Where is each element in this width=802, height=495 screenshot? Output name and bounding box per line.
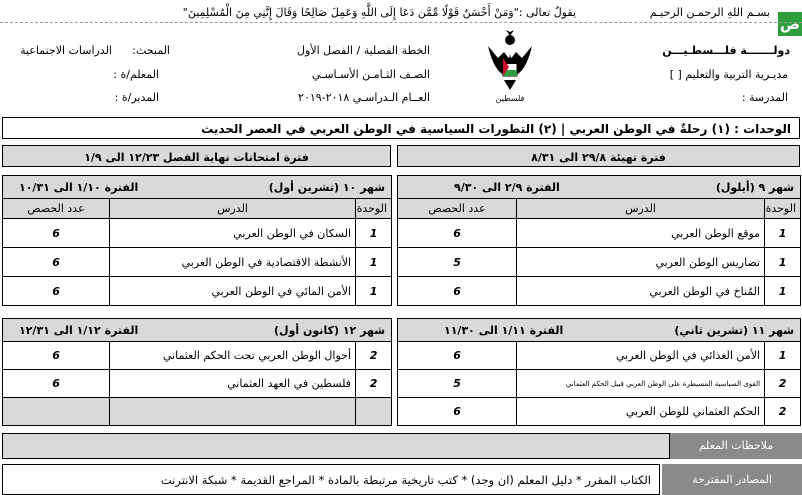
col-count: عدد الحصص bbox=[3, 199, 110, 219]
unit-cell: 1 bbox=[765, 219, 801, 248]
exam-period-text: فترة امتحانات نهاية الفصل ١٢/٢٣ الى ١/٩ bbox=[84, 151, 309, 164]
directorate-label: مديـرية التربية والتعليم bbox=[685, 68, 788, 81]
school-label: المدرسة : bbox=[741, 91, 788, 104]
notes-label: ملاحظات المعلم bbox=[670, 433, 802, 459]
count-cell: 6 bbox=[3, 219, 110, 248]
table-row bbox=[3, 398, 392, 426]
header-rule bbox=[0, 22, 802, 23]
table-row bbox=[398, 277, 801, 306]
sources-label: المصادر المقترحة bbox=[662, 464, 802, 495]
quran-verse: يقولُ تعالى :"وَمَنْ أَحْسَنُ قَوْلًا مِّمَّن دَعَا إِلَى اللَّهِ وَعَمِلَ صَالِحًا وَقَالَ إِنَّنِي مِنَ الْمُسْلِمِينَ" bbox=[182, 6, 576, 19]
month-block-oct bbox=[2, 175, 392, 306]
unit-cell: 1 bbox=[765, 248, 801, 277]
count-cell: 6 bbox=[3, 277, 110, 306]
period-label-dec: الفترة ١/١٢ الى ١٢/٣١ bbox=[19, 323, 139, 337]
month-label-nov: شهر ١١ (تشرين ثاني) bbox=[674, 323, 795, 337]
emblem-caption: فلسطين bbox=[495, 94, 525, 103]
lesson-cell: السكان في الوطن العربي bbox=[110, 219, 356, 248]
count-cell bbox=[3, 398, 110, 426]
unit-cell: 2 bbox=[356, 370, 392, 398]
month-block-nov bbox=[397, 318, 801, 426]
notes-field[interactable] bbox=[2, 433, 670, 459]
unit-cell: 2 bbox=[765, 398, 801, 426]
prep-period-text: فترة تهيئة ٢٩/٨ الى ٨/٣١ bbox=[531, 151, 666, 164]
lesson-cell: المُناخ في الوطن العربي bbox=[517, 277, 765, 306]
count-cell: 6 bbox=[398, 342, 517, 370]
lesson-cell: الأنشطة الاقتصادية في الوطن العربي bbox=[110, 248, 356, 277]
col-lesson: الدرس bbox=[517, 199, 765, 219]
unit-cell: 1 bbox=[356, 219, 392, 248]
lesson-cell: الأمن المائي في الوطن العربي bbox=[110, 277, 356, 306]
directorate-bracket: [ ] bbox=[669, 68, 682, 81]
table-row bbox=[3, 248, 392, 277]
lesson-cell: موقع الوطن العربي bbox=[517, 219, 765, 248]
lesson-cell: الحكم العثماني للوطن العربي bbox=[517, 398, 765, 426]
table-row bbox=[398, 219, 801, 248]
count-cell: 5 bbox=[398, 370, 517, 398]
plan-title: الخطة الفصلية / الفصل الأول bbox=[297, 44, 430, 57]
month-block-dec bbox=[2, 318, 392, 426]
count-cell: 5 bbox=[398, 248, 517, 277]
period-label-nov: الفترة ١/١١ الى ١١/٣٠ bbox=[444, 323, 564, 337]
units-bar bbox=[2, 117, 800, 139]
period-label-sep: الفترة ٢/٩ الى ٩/٣٠ bbox=[454, 180, 560, 194]
lesson-cell bbox=[110, 398, 356, 426]
basmala: بسـم اللهِ الرحمـن الرحيـم bbox=[649, 6, 770, 19]
table-row bbox=[3, 342, 392, 370]
unit-cell: 1 bbox=[765, 342, 801, 370]
sources-value: الكتاب المقرر * دليل المعلم (ان وجد) * كتب تاريخية مرتبطة بالمادة * المراجع القديمة * شبكة الانترنت bbox=[160, 473, 651, 487]
period-label-oct: الفترة ١/١٠ الى ١٠/٣١ bbox=[19, 180, 139, 194]
unit-cell: 1 bbox=[356, 277, 392, 306]
state-name: دولـــــــة فلـــسطـيـــن bbox=[662, 44, 790, 57]
palestine-emblem bbox=[486, 28, 534, 106]
principal-label: المدير/ة : bbox=[114, 91, 159, 104]
table-row bbox=[3, 277, 392, 306]
table-row bbox=[398, 248, 801, 277]
month-label-sep: شهر ٩ (أيلول) bbox=[715, 180, 795, 194]
count-cell: 6 bbox=[398, 219, 517, 248]
count-cell: 6 bbox=[398, 398, 517, 426]
exam-period bbox=[2, 145, 391, 167]
school-year: العــام الـدراسـي ٢٠١٨-٢٠١٩ bbox=[298, 91, 430, 104]
units-text: الوحدات : (١) رحلةٌ في الوطن العربي | (٢) التطورات السياسية في الوطن العربي في العصر الحديث bbox=[201, 122, 791, 136]
app-logo: ض bbox=[778, 12, 802, 36]
unit-cell: 1 bbox=[765, 277, 801, 306]
month-label-oct: شهر ١٠ (تشرين أول) bbox=[268, 180, 386, 194]
table-row bbox=[398, 342, 801, 370]
col-unit: الوحدة bbox=[356, 199, 392, 219]
count-cell: 6 bbox=[3, 342, 110, 370]
grade: الصـف الثـامـن الأسـاسـي bbox=[311, 68, 430, 81]
subject-value: الدراسات الاجتماعية bbox=[20, 44, 112, 57]
directorate bbox=[608, 68, 788, 81]
table-row bbox=[398, 370, 801, 398]
lesson-cell: الأمن الغذائي في الوطن العربي bbox=[517, 342, 765, 370]
teacher-label: المعلم/ة : bbox=[113, 68, 159, 81]
month-label-dec: شهر ١٢ (كانون أول) bbox=[274, 323, 386, 337]
subject-label: المبحث: bbox=[132, 44, 170, 57]
table-row bbox=[398, 398, 801, 426]
lesson-cell: القوى السياسية المسيطرة على الوطن العربي قبيل الحكم العثماني bbox=[517, 370, 765, 398]
table-row bbox=[3, 370, 392, 398]
unit-cell: 2 bbox=[765, 370, 801, 398]
lesson-cell: تضاريس الوطن العربي bbox=[517, 248, 765, 277]
prep-period bbox=[397, 145, 800, 167]
count-cell: 6 bbox=[398, 277, 517, 306]
col-lesson: الدرس bbox=[110, 199, 356, 219]
lesson-cell: أحوال الوطن العربي تحت الحكم العثماني bbox=[110, 342, 356, 370]
lesson-cell: فلسطين في العهد العثماني bbox=[110, 370, 356, 398]
col-unit: الوحدة bbox=[765, 199, 801, 219]
col-count: عدد الحصص bbox=[398, 199, 517, 219]
unit-cell: 2 bbox=[356, 342, 392, 370]
unit-cell bbox=[356, 398, 392, 426]
sources-field bbox=[2, 464, 660, 495]
count-cell: 6 bbox=[3, 370, 110, 398]
month-block-sep bbox=[397, 175, 801, 306]
count-cell: 6 bbox=[3, 248, 110, 277]
unit-cell: 1 bbox=[356, 248, 392, 277]
table-row bbox=[3, 219, 392, 248]
